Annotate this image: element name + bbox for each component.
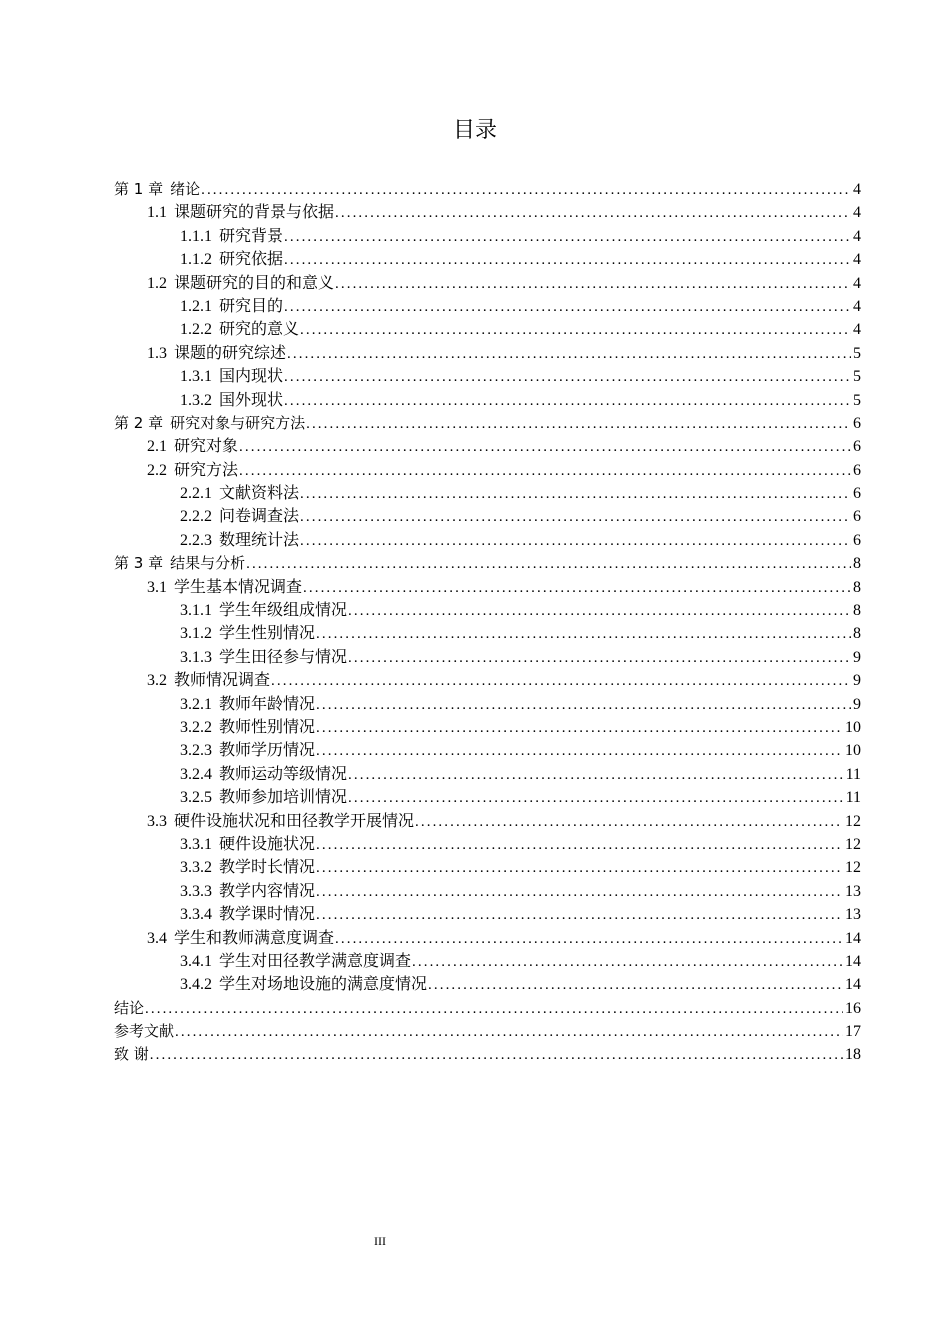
toc-entry-page: 4 [853, 321, 861, 339]
toc-entry-label: 课题研究的背景与依据 [174, 204, 335, 222]
toc-entry[interactable] [114, 178, 861, 201]
toc-entry-label: 学生对田径教学满意度调查 [219, 952, 412, 970]
toc-entry-label: 参考文献 [114, 1022, 175, 1041]
toc-entry[interactable] [114, 739, 861, 762]
toc-entry-label: 硬件设施状况和田径教学开展情况 [174, 812, 415, 830]
toc-entry-number: 3.2 [147, 672, 167, 690]
toc-entry-page: 18 [845, 1046, 861, 1064]
toc-entry[interactable] [114, 342, 861, 365]
dot-leader [150, 1044, 843, 1067]
dot-leader [316, 694, 851, 717]
toc-entry-label: 学生基本情况调查 [174, 578, 303, 596]
toc-entry-number: 3.1.3 [180, 648, 212, 666]
dot-leader [316, 623, 851, 646]
dot-leader [412, 951, 843, 974]
toc-entry-page: 9 [853, 648, 861, 666]
toc-entry-page: 14 [845, 952, 861, 970]
dot-leader [316, 717, 843, 740]
toc-entry-label: 学生年级组成情况 [219, 602, 348, 620]
toc-entry-page: 14 [845, 929, 861, 947]
toc-entry-label: 教师参加培训情况 [219, 789, 348, 807]
toc-entry[interactable] [114, 201, 861, 224]
toc-entry-page: 8 [853, 555, 861, 573]
toc-entry[interactable] [114, 552, 861, 575]
toc-entry-page: 6 [853, 461, 861, 479]
toc-entry-number: 2.2.1 [180, 485, 212, 503]
dot-leader [348, 647, 851, 670]
toc-entry-number: 3.1 [147, 578, 167, 596]
toc-entry-page: 11 [845, 789, 861, 807]
toc-entry[interactable] [114, 529, 861, 552]
toc-entry-number: 1.1 [147, 204, 167, 222]
toc-entry[interactable] [114, 973, 861, 996]
toc-entry-page: 12 [845, 812, 861, 830]
toc-entry[interactable] [114, 225, 861, 248]
toc-entry-number: 2.2.3 [180, 531, 212, 549]
toc-entry-page: 6 [853, 508, 861, 526]
dot-leader [316, 740, 843, 763]
dot-leader [348, 600, 851, 623]
toc-entry[interactable] [114, 272, 861, 295]
toc-entry-label: 教师学历情况 [219, 742, 316, 760]
toc-entry-number: 3.2.1 [180, 695, 212, 713]
toc-entry-page: 4 [853, 181, 861, 198]
toc-entry-label: 学生田径参与情况 [219, 648, 348, 666]
toc-entry[interactable] [114, 856, 861, 879]
toc-entry-label: 数理统计法 [219, 531, 300, 549]
dot-leader [316, 834, 843, 857]
toc-entry-page: 12 [845, 859, 861, 877]
toc-entry[interactable] [114, 810, 861, 833]
dot-leader [415, 811, 843, 834]
toc-entry-page: 5 [853, 368, 861, 386]
toc-entry-page: 10 [845, 742, 861, 760]
toc-entry[interactable] [114, 880, 861, 903]
toc-entry-number: 3.2.4 [180, 765, 212, 783]
toc-entry-number: 3.3.3 [180, 882, 212, 900]
dot-leader [300, 483, 851, 506]
toc-entry-label: 研究方法 [174, 461, 239, 479]
toc-entry-number: 1.2.1 [180, 297, 212, 315]
toc-entry-page: 8 [853, 578, 861, 596]
toc-entry-label: 教学内容情况 [219, 882, 316, 900]
toc-entry-number: 2.2 [147, 461, 167, 479]
toc-entry-page: 4 [853, 204, 861, 222]
toc-entry-label: 教师年龄情况 [219, 695, 316, 713]
toc-entry-page: 6 [853, 438, 861, 456]
toc-entry-page: 11 [845, 765, 861, 783]
toc-entry-number: 1.2 [147, 274, 167, 292]
toc-entry-label: 研究的意义 [219, 321, 300, 339]
toc-entry-number: 2.2.2 [180, 508, 212, 526]
toc-entry[interactable] [114, 459, 861, 482]
page-number-footer: III [374, 1234, 386, 1248]
toc-entry-number: 第 1 章 [114, 180, 164, 198]
toc-entry-page: 8 [853, 625, 861, 643]
toc-entry-page: 17 [845, 1023, 861, 1041]
toc-entry-page: 4 [853, 274, 861, 292]
toc-entry-number: 3.4.1 [180, 952, 212, 970]
toc-entry[interactable] [114, 622, 861, 645]
toc-entry[interactable] [114, 1043, 861, 1066]
toc-entry-number: 1.3.1 [180, 368, 212, 386]
dot-leader [284, 366, 851, 389]
toc-entry-number: 2.1 [147, 438, 167, 456]
toc-entry-number: 3.3.4 [180, 906, 212, 924]
toc-entry[interactable] [114, 693, 861, 716]
toc-entry-number: 3.3.2 [180, 859, 212, 877]
dot-leader [284, 296, 851, 319]
toc-entry-page: 6 [853, 485, 861, 503]
toc-entry[interactable] [114, 576, 861, 599]
toc-entry[interactable] [114, 669, 861, 692]
toc-entry-page: 6 [853, 414, 861, 432]
toc-entry-page: 8 [853, 602, 861, 620]
toc-entry[interactable] [114, 599, 861, 622]
dot-leader [201, 179, 851, 202]
toc-entry-number: 1.3 [147, 344, 167, 362]
toc-entry-label: 课题的研究综述 [174, 344, 287, 362]
toc-entry-number: 3.2.2 [180, 718, 212, 736]
toc-entry-label: 学生和教师满意度调查 [174, 929, 335, 947]
toc-entry-label: 教学课时情况 [219, 906, 316, 924]
toc-entry[interactable] [114, 1020, 861, 1043]
toc-entry-label: 绪论 [170, 180, 201, 198]
toc-entry[interactable] [114, 505, 861, 528]
toc-entry-label: 致 谢 [114, 1045, 149, 1064]
dot-leader [175, 1021, 843, 1044]
toc-entry-label: 教学时长情况 [219, 859, 316, 877]
dot-leader [284, 226, 851, 249]
table-of-contents [114, 178, 861, 1067]
toc-entry[interactable] [114, 318, 861, 341]
dot-leader [316, 904, 843, 927]
toc-entry-page: 13 [845, 882, 861, 900]
toc-entry[interactable] [114, 435, 861, 458]
dot-leader [145, 998, 843, 1021]
toc-entry-label: 国内现状 [219, 368, 284, 386]
toc-entry-number: 3.4.2 [180, 976, 212, 994]
dot-leader [303, 577, 851, 600]
toc-entry-number: 1.1.2 [180, 251, 212, 269]
toc-entry-label: 国外现状 [219, 391, 284, 409]
dot-leader [271, 670, 851, 693]
toc-entry-label: 研究目的 [219, 297, 284, 315]
toc-entry-number: 第 3 章 [114, 554, 164, 573]
toc-entry-number: 1.3.2 [180, 391, 212, 409]
toc-entry-page: 5 [853, 391, 861, 409]
dot-leader [287, 343, 851, 366]
toc-entry[interactable] [114, 646, 861, 669]
dot-leader [284, 390, 851, 413]
toc-entry-page: 13 [845, 906, 861, 924]
toc-entry-label: 研究依据 [219, 251, 284, 269]
dot-leader [348, 787, 844, 810]
toc-entry[interactable] [114, 365, 861, 388]
toc-entry[interactable] [114, 248, 861, 271]
toc-entry-number: 3.3.1 [180, 835, 212, 853]
toc-entry-page: 6 [853, 531, 861, 549]
toc-entry-label: 结果与分析 [170, 554, 246, 573]
toc-entry-number: 3.1.1 [180, 602, 212, 620]
toc-entry-page: 9 [853, 695, 861, 713]
toc-entry-number: 3.2.5 [180, 789, 212, 807]
dot-leader [428, 974, 843, 997]
toc-entry[interactable] [114, 763, 861, 786]
toc-entry-label: 教师性别情况 [219, 718, 316, 736]
page-title: 目录 [452, 118, 497, 143]
toc-entry[interactable] [114, 482, 861, 505]
dot-leader [335, 928, 843, 951]
toc-entry-number: 3.1.2 [180, 625, 212, 643]
toc-entry-number: 1.1.1 [180, 227, 212, 245]
dot-leader [300, 530, 851, 553]
dot-leader [348, 764, 844, 787]
toc-entry[interactable] [114, 412, 861, 435]
dot-leader [300, 506, 851, 529]
toc-entry[interactable] [114, 903, 861, 926]
dot-leader [335, 202, 851, 225]
toc-entry[interactable] [114, 716, 861, 739]
toc-entry-page: 4 [853, 297, 861, 315]
toc-entry[interactable] [114, 389, 861, 412]
toc-entry-label: 学生对场地设施的满意度情况 [219, 976, 428, 994]
dot-leader [284, 249, 851, 272]
toc-entry[interactable] [114, 786, 861, 809]
toc-entry-label: 硬件设施状况 [219, 835, 316, 853]
toc-entry-label: 教师运动等级情况 [219, 765, 348, 783]
toc-entry-label: 研究背景 [219, 227, 284, 245]
toc-entry-number: 1.2.2 [180, 321, 212, 339]
toc-entry-page: 14 [845, 976, 861, 994]
toc-entry-number: 第 2 章 [114, 413, 164, 432]
dot-leader [239, 436, 851, 459]
toc-entry-label: 研究对象 [174, 438, 239, 456]
dot-leader [335, 273, 851, 296]
toc-entry-label: 教师情况调查 [174, 672, 271, 690]
toc-entry-page: 12 [845, 835, 861, 853]
toc-entry-label: 结论 [114, 998, 145, 1017]
dot-leader [306, 413, 851, 436]
dot-leader [246, 553, 851, 576]
toc-entry-label: 文献资料法 [219, 485, 300, 503]
toc-entry-label: 问卷调查法 [219, 508, 300, 526]
toc-entry-label: 研究对象与研究方法 [170, 413, 306, 432]
toc-entry-page: 9 [853, 672, 861, 690]
dot-leader [316, 857, 843, 880]
toc-entry[interactable] [114, 950, 861, 973]
toc-entry-number: 3.2.3 [180, 742, 212, 760]
dot-leader [239, 460, 851, 483]
toc-entry-page: 16 [845, 999, 861, 1017]
toc-entry-label: 课题研究的目的和意义 [174, 274, 335, 292]
toc-entry-page: 4 [853, 251, 861, 269]
toc-entry-page: 5 [853, 344, 861, 362]
toc-entry[interactable] [114, 295, 861, 318]
toc-entry-number: 3.4 [147, 929, 167, 947]
toc-entry-label: 学生性别情况 [219, 625, 316, 643]
toc-entry[interactable] [114, 927, 861, 950]
toc-entry-page: 4 [853, 227, 861, 245]
dot-leader [300, 319, 851, 342]
toc-entry[interactable] [114, 833, 861, 856]
dot-leader [316, 881, 843, 904]
toc-entry-page: 10 [845, 718, 861, 736]
toc-entry[interactable] [114, 997, 861, 1020]
toc-entry-number: 3.3 [147, 812, 167, 830]
